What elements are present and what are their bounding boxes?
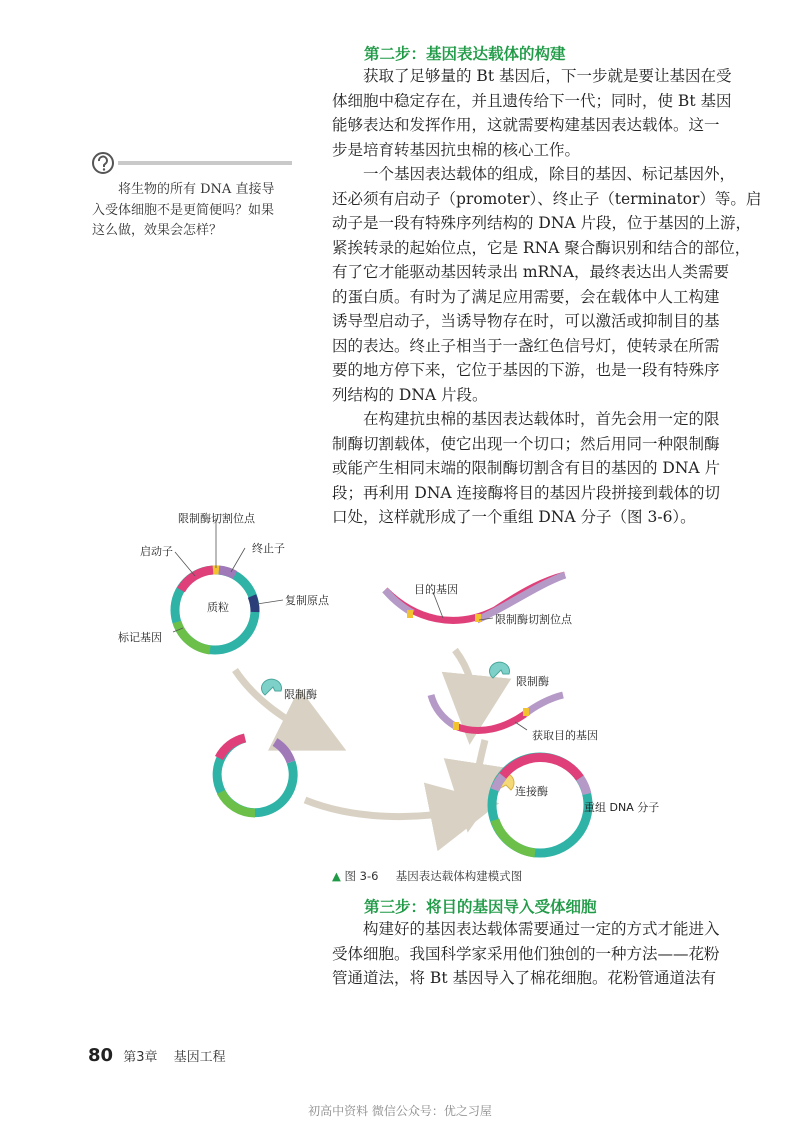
step2-p2-line: 的蛋白质。有时为了满足应用需要，会在载体中人工构建: [332, 287, 720, 306]
section-heading-step3: 第三步：将目的基因导入受体细胞: [364, 898, 597, 916]
restriction-enzyme-icon: [262, 679, 282, 695]
chapter-title: 基因工程: [173, 1050, 226, 1065]
step2-paragraph-2: [332, 162, 762, 407]
sidenote-line: 入受体细胞不是更简便吗？如果: [92, 202, 275, 218]
page-number: 80: [88, 1045, 114, 1066]
step2-p1-line: 获取了足够量的 Bt 基因后，下一步就是要让基因在受: [332, 67, 732, 85]
step2-p3-line: 口处，这样就形成了一个重组 DNA 分子（图 3-6）。: [332, 508, 696, 526]
section-heading-step2: 第二步：基因表达载体的构建: [364, 45, 566, 63]
step2-p3-line: 在构建抗虫棉的基因表达载体时，首先会用一定的限: [332, 410, 720, 428]
label-enzyme-right: 限制酶: [516, 675, 549, 688]
watermark: 初高中资料 微信公众号：优之习屋: [308, 1104, 492, 1118]
step2-p2-line: 动子是一段有特殊序列结构的 DNA 片段，位于基因的上游，: [332, 214, 752, 232]
step2-p1-line: 能够表达和发挥作用，这就需要构建基因表达载体。这一: [332, 116, 720, 134]
step2-p2-line: 要的地方停下来，它位于基因的下游，也是一段有特殊序: [332, 361, 720, 379]
label-terminator: 终止子: [252, 542, 285, 555]
cut-plasmid: [217, 738, 293, 813]
label-restriction-site-right: 限制酶切割位点: [495, 613, 572, 626]
step2-p2-line: 诱导型启动子，当诱导物存在时，可以激活或抑制目的基: [332, 312, 720, 330]
label-restriction-site-top: 限制酶切割位点: [178, 512, 255, 525]
step2-p1-line: 步是培育转基因抗虫棉的核心工作。: [332, 140, 581, 159]
label-enzyme-left: 限制酶: [284, 688, 317, 701]
step2-p2-line: 一个基因表达载体的组成，除目的基因、标记基因外，: [332, 165, 736, 183]
step2-p2-line: 列结构的 DNA 片段。: [332, 385, 488, 404]
recombinant-dna-ring: [492, 757, 588, 853]
label-origin: 复制原点: [285, 594, 329, 607]
page-footer: [88, 1045, 226, 1066]
step2-p2-line: 还必须有启动子（promoter）、终止子（terminator）等。启: [332, 189, 762, 208]
step3-line: 管通道法，将 Bt 基因导入了棉花细胞。花粉管通道法有: [332, 969, 716, 987]
arrow-ligate-target: [473, 740, 485, 798]
sidenote-line: 将生物的所有 DNA 直接导: [92, 182, 275, 197]
step2-p3-line: 或能产生相同末端的限制酶切割含有目的基因的 DNA 片: [332, 459, 721, 477]
arrow-cut-target: [455, 650, 473, 710]
step2-p2-line: 紧挨转录的起始位点，它是 RNA 聚合酶识别和结合的部位，: [332, 238, 751, 257]
label-recombinant: 重组 DNA 分子: [584, 801, 660, 814]
sidenote-line: 这么做，效果会怎样？: [92, 223, 223, 238]
question-icon: [92, 152, 292, 174]
label-ligase: 连接酶: [515, 785, 548, 798]
label-plasmid: 质粒: [207, 601, 229, 614]
step2-p1-line: 体细胞中稳定存在，并且遗传给下一代；同时，使 Bt 基因: [332, 91, 732, 110]
label-target-gene: 目的基因: [414, 583, 458, 596]
label-promoter: 启动子: [140, 545, 173, 558]
step2-p2-line: 因的表达。终止子相当于一盏红色信号灯，使转录在所需: [332, 336, 720, 355]
cut-dna-fragment: [431, 695, 563, 730]
caption-text: 基因表达载体构建模式图: [395, 869, 523, 883]
figure-caption: [332, 868, 522, 884]
caption-triangle-icon: ▲: [332, 869, 341, 883]
label-marker: 标记基因: [118, 631, 162, 644]
step2-p3-line: 制酶切割载体，使它出现一个切口；然后用同一种限制酶: [332, 434, 720, 453]
step2-paragraph-1: [332, 64, 752, 162]
label-obtain-gene: 获取目的基因: [532, 729, 598, 742]
step2-p3-line: 段；再利用 DNA 连接酶将目的基因片段拼接到载体的切: [332, 483, 721, 502]
caption-number: 图 3-6: [344, 869, 379, 883]
step3-line: 受体细胞。我国科学家采用他们独创的一种方法——花粉: [332, 944, 720, 963]
sidenote-text: [92, 180, 302, 242]
step2-p2-line: 有了它才能驱动基因转录出 mRNA，最终表达出人类需要: [332, 263, 730, 281]
step3-body: [332, 917, 752, 991]
restriction-enzyme-icon-2: [490, 662, 510, 678]
step2-body: [332, 64, 762, 530]
sidenote-header: [92, 152, 292, 172]
chapter-number: 第3章: [123, 1050, 158, 1065]
step3-line: 构建好的基因表达载体需要通过一定的方式才能进入: [332, 920, 720, 938]
arrow-ligate-plasmid: [305, 800, 465, 817]
